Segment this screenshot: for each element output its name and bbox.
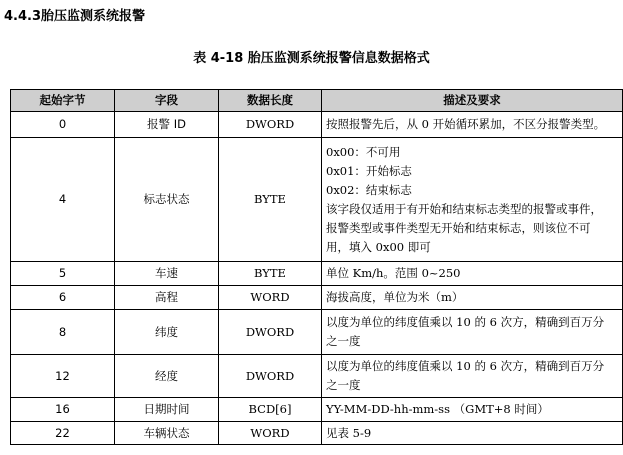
table-row: [11, 355, 623, 398]
description-line: 以度为单位的纬度值乘以 10 的 6 次方，精确到百万分: [326, 359, 605, 373]
cell-data-length: BYTE: [219, 138, 322, 262]
table-row: [11, 262, 623, 286]
cell-field: 车辆状态: [115, 422, 219, 445]
table-caption: 表 4-18 胎压监测系统报警信息数据格式: [193, 51, 430, 66]
description-line: 0x00：不可用: [326, 144, 401, 159]
cell-field: 高程: [115, 286, 219, 310]
cell-field: 标志状态: [115, 138, 219, 262]
description-line: 0x01：开始标志: [326, 163, 412, 178]
cell-start-byte: 4: [11, 138, 115, 262]
cell-start-byte: 5: [11, 262, 115, 286]
description-line: 之一度: [326, 334, 361, 348]
description-line: 单位 Km/h。范围 0~250: [326, 266, 461, 280]
table-header-row: [11, 90, 623, 112]
cell-field: 报警 ID: [115, 112, 219, 138]
table-row: [11, 422, 623, 445]
table-row: [11, 112, 623, 138]
description-line: 以度为单位的纬度值乘以 10 的 6 次方，精确到百万分: [326, 315, 605, 329]
cell-start-byte: 8: [11, 310, 115, 355]
cell-description: [322, 286, 623, 310]
description-line: 用，填入 0x00 即可: [326, 239, 431, 254]
table-row: [11, 286, 623, 310]
table-row: [11, 138, 623, 262]
table-row: [11, 398, 623, 422]
cell-description: [322, 398, 623, 422]
cell-description: [322, 112, 623, 138]
description-line: 0x02：结束标志: [326, 182, 412, 197]
description-line: 海拔高度，单位为米（m）: [326, 290, 464, 304]
header-field: 字段: [115, 90, 219, 112]
cell-field: 车速: [115, 262, 219, 286]
description-line: 报警类型或事件类型无开始和结束标志，则该位不可: [326, 220, 591, 235]
alarm-data-format-table: [10, 89, 623, 445]
cell-data-length: DWORD: [219, 310, 322, 355]
cell-description: [322, 355, 623, 398]
header-start-byte: 起始字节: [11, 90, 115, 112]
description-line: 按照报警先后，从 0 开始循环累加，不区分报警类型。: [326, 117, 606, 131]
cell-description: [322, 310, 623, 355]
cell-description: [322, 422, 623, 445]
cell-start-byte: 16: [11, 398, 115, 422]
header-description: 描述及要求: [322, 90, 623, 112]
cell-start-byte: 6: [11, 286, 115, 310]
header-data-length: 数据长度: [219, 90, 322, 112]
cell-start-byte: 12: [11, 355, 115, 398]
description-line: 该字段仅适用于有开始和结束标志类型的报警或事件，: [326, 201, 602, 216]
cell-data-length: WORD: [219, 422, 322, 445]
cell-data-length: BCD[6]: [219, 398, 322, 422]
cell-data-length: DWORD: [219, 355, 322, 398]
table-row: [11, 310, 623, 355]
description-line: 见表 5-9: [326, 425, 372, 440]
cell-field: 经度: [115, 355, 219, 398]
description-line: YY-MM-DD-hh-mm-ss （GMT+8 时间）: [326, 402, 549, 416]
cell-start-byte: 22: [11, 422, 115, 445]
cell-description: [322, 138, 623, 262]
cell-description: [322, 262, 623, 286]
cell-start-byte: 0: [11, 112, 115, 138]
cell-field: 日期时间: [115, 398, 219, 422]
cell-data-length: BYTE: [219, 262, 322, 286]
description-line: 之一度: [326, 378, 361, 392]
cell-field: 纬度: [115, 310, 219, 355]
cell-data-length: WORD: [219, 286, 322, 310]
cell-data-length: DWORD: [219, 112, 322, 138]
section-heading: 4.4.3胎压监测系统报警: [4, 9, 146, 24]
